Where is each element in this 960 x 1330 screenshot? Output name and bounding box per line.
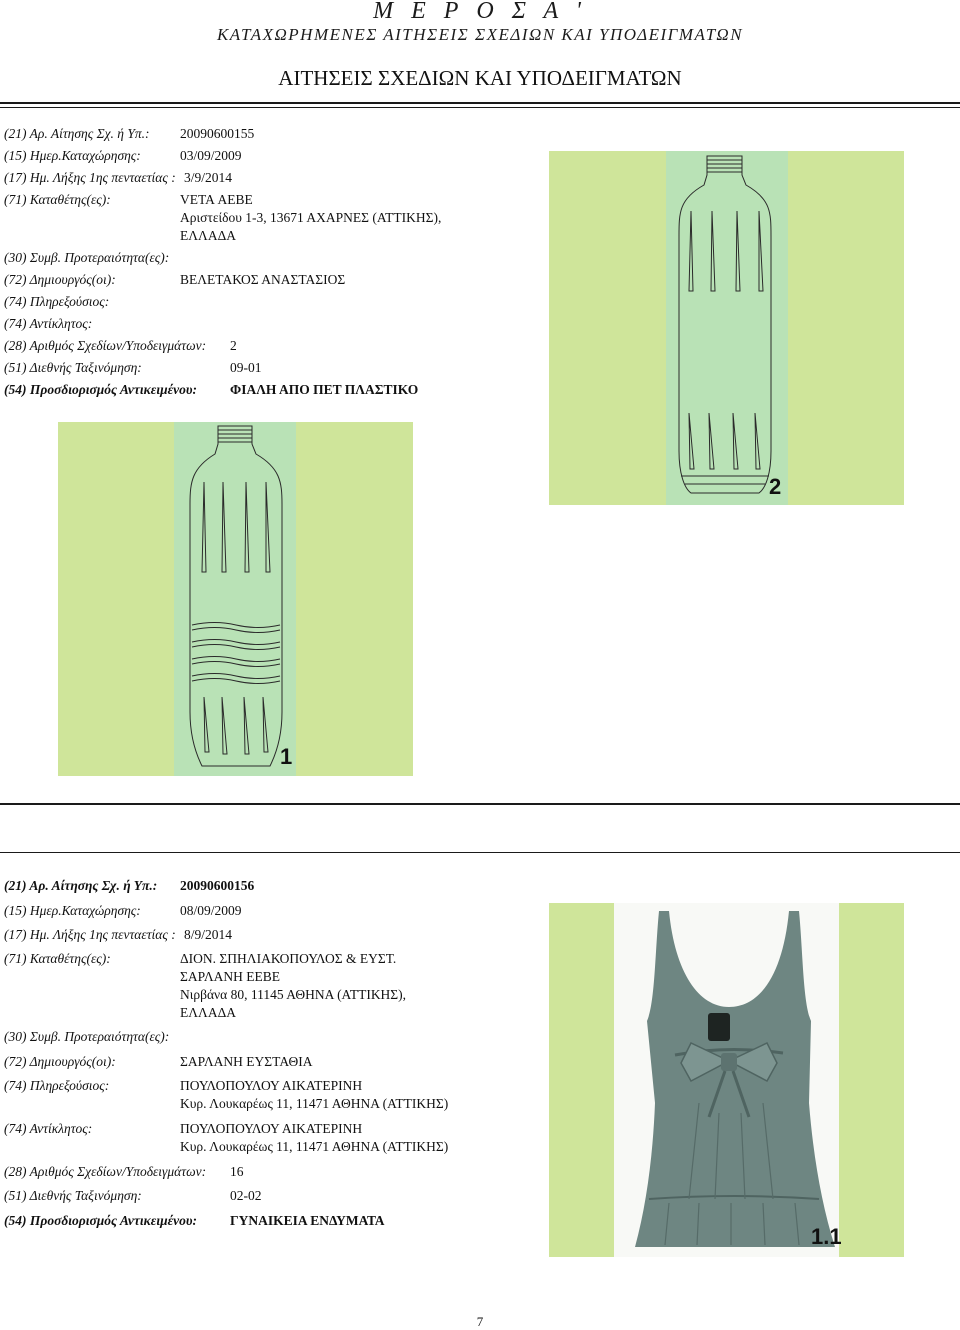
attorney-label-2: (74) Πληρεξούσιος: xyxy=(4,1078,110,1093)
expiry-label: (17) Ημ. Λήξης 1ης πενταετίας : xyxy=(4,170,176,185)
attorney-label: (74) Πληρεξούσιος: xyxy=(4,294,110,309)
classification-value: 09-01 xyxy=(230,360,262,375)
figure-2-panel xyxy=(549,151,904,505)
app-no-value: 20090600155 xyxy=(180,126,255,141)
applicant-label-2: (71) Καταθέτης(ες): xyxy=(4,951,111,966)
applicant-label: (71) Καταθέτης(ες): xyxy=(4,192,111,207)
product-value-2: ΓΥΝΑΙΚΕΙΑ ΕΝΔΥΜΑΤΑ xyxy=(230,1213,385,1228)
applicant-2-line-4: ΕΛΛΑΔΑ xyxy=(180,1005,237,1020)
entry-separator xyxy=(0,803,960,805)
entry-separator-thin xyxy=(0,852,960,853)
figure-1-1-label: 1.1 xyxy=(811,1224,842,1249)
attorney-2-line-2: Κυρ. Λουκαρέως 11, 11471 ΑΘΗΝΑ (ΑΤΤΙΚΗΣ) xyxy=(180,1096,449,1111)
product-label-2: (54) Προσδιορισμός Αντικειμένου: xyxy=(4,1213,197,1228)
app-no-label: (21) Αρ. Αίτησης Σχ. ή Υπ.: xyxy=(4,126,150,141)
filing-date-label-2: (15) Ημερ.Καταχώρησης: xyxy=(4,903,141,918)
applicant-line-1: VETA ΑΕΒΕ xyxy=(180,192,253,207)
part-subtitle: ΚΑΤΑΧΩΡΗΜΕΝΕΣ ΑΙΤΗΣΕΙΣ ΣΧΕΔΙΩΝ ΚΑΙ ΥΠΟΔΕΙΓΜΑΤΩΝ xyxy=(216,25,744,44)
priority-label-2: (30) Συμβ. Προτεραιότητα(ες): xyxy=(4,1029,170,1044)
page-number: 7 xyxy=(476,1314,484,1329)
figure-1-panel xyxy=(58,422,413,776)
filing-date-value: 03/09/2009 xyxy=(180,148,242,163)
figure-2-label: 2 xyxy=(769,474,782,499)
header-rule-thin xyxy=(0,107,960,108)
creator-value-2: ΣΑΡΛΑΝΗ ΕΥΣΤΑΘΙΑ xyxy=(180,1054,313,1069)
count-value-2: 16 xyxy=(230,1164,244,1179)
app-no-value-2: 20090600156 xyxy=(180,878,255,893)
app-no-label-2: (21) Αρ. Αίτησης Σχ. ή Υπ.: xyxy=(4,878,158,893)
header-rule xyxy=(0,102,960,104)
count-value: 2 xyxy=(230,338,237,353)
product-value: ΦΙΑΛΗ ΑΠΟ ΠΕΤ ΠΛΑΣΤΙΚΟ xyxy=(230,382,419,397)
applicant-2-line-3: Νιρβάνα 80, 11145 ΑΘΗΝΑ (ΑΤΤΙΚΗΣ), xyxy=(180,987,407,1002)
part-title: Μ Ε Ρ Ο Σ Α ' xyxy=(373,0,587,24)
bottle-2-drawing xyxy=(549,151,904,505)
product-label: (54) Προσδιορισμός Αντικειμένου: xyxy=(4,382,197,397)
count-label-2: (28) Αριθμός Σχεδίων/Υποδειγμάτων: xyxy=(4,1164,207,1179)
section-title: ΑΙΤΗΣΕΙΣ ΣΧΕΔΙΩΝ ΚΑΙ ΥΠΟΔΕΙΓΜΑΤΩΝ xyxy=(278,66,682,90)
bottle-1-drawing xyxy=(58,422,413,776)
expiry-value-2: 8/9/2014 xyxy=(184,927,233,942)
count-label: (28) Αριθμός Σχεδίων/Υποδειγμάτων: xyxy=(4,338,207,353)
creator-label-2: (72) Δημιουργός(οι): xyxy=(4,1054,116,1069)
priority-label: (30) Συμβ. Προτεραιότητα(ες): xyxy=(4,250,170,265)
creator-value: ΒΕΛΕΤΑΚΟΣ ΑΝΑΣΤΑΣΙΟΣ xyxy=(180,272,346,287)
dress-photo xyxy=(549,903,904,1257)
figure-1-label: 1 xyxy=(280,744,293,769)
filing-date-value-2: 08/09/2009 xyxy=(180,903,242,918)
expiry-label-2: (17) Ημ. Λήξης 1ης πενταετίας : xyxy=(4,927,176,942)
classification-label-2: (51) Διεθνής Ταξινόμηση: xyxy=(4,1188,142,1203)
figure-1-1-panel xyxy=(549,903,904,1257)
applicant-line-3: ΕΛΛΑΔΑ xyxy=(180,228,237,243)
representative-label: (74) Αντίκλητος: xyxy=(4,316,93,331)
applicant-2-line-2: ΣΑΡΛΑΝΗ ΕΕΒΕ xyxy=(180,969,281,984)
classification-label: (51) Διεθνής Ταξινόμηση: xyxy=(4,360,142,375)
filing-date-label: (15) Ημερ.Καταχώρησης: xyxy=(4,148,141,163)
creator-label: (72) Δημιουργός(οι): xyxy=(4,272,116,287)
applicant-line-2: Αριστείδου 1-3, 13671 ΑΧΑΡΝΕΣ (ΑΤΤΙΚΗΣ), xyxy=(180,210,442,225)
applicant-2-line-1: ΔΙΟΝ. ΣΠΗΛΙΑΚΟΠΟΥΛΟΣ & ΕΥΣΤ. xyxy=(180,951,397,966)
classification-value-2: 02-02 xyxy=(230,1188,262,1203)
representative-2-line-2: Κυρ. Λουκαρέως 11, 11471 ΑΘΗΝΑ (ΑΤΤΙΚΗΣ) xyxy=(180,1139,449,1154)
expiry-value: 3/9/2014 xyxy=(184,170,233,185)
attorney-2-line-1: ΠΟΥΛΟΠΟΥΛΟΥ ΑΙΚΑΤΕΡΙΝΗ xyxy=(180,1078,363,1093)
representative-2-line-1: ΠΟΥΛΟΠΟΥΛΟΥ ΑΙΚΑΤΕΡΙΝΗ xyxy=(180,1121,363,1136)
representative-label-2: (74) Αντίκλητος: xyxy=(4,1121,93,1136)
